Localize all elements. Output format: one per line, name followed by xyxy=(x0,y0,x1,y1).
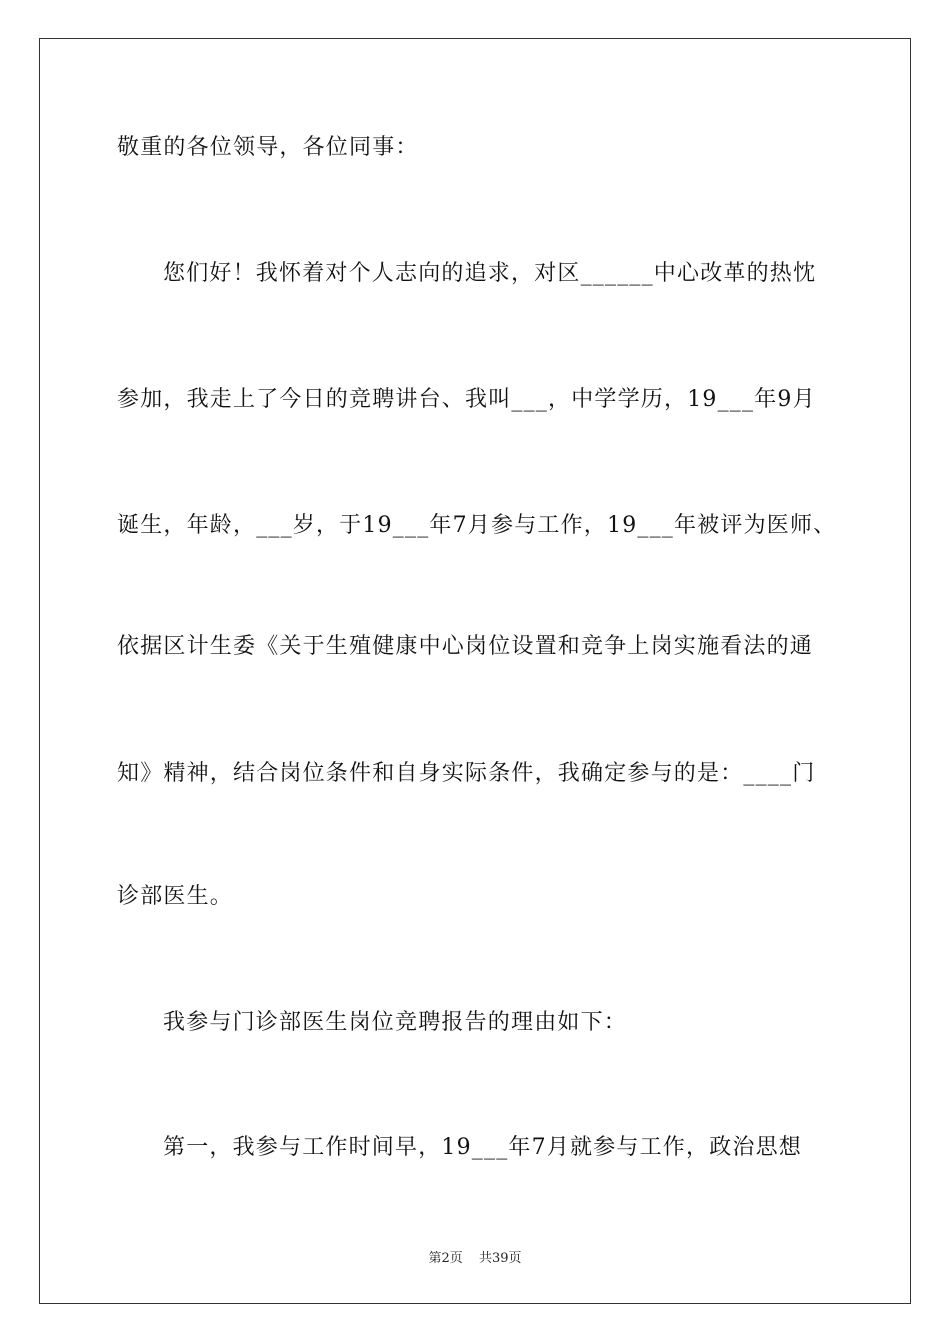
paragraph-line: 依据区计生委《关于生殖健康中心岗位设置和竞争上岗实施看法的通 xyxy=(117,634,814,659)
page-border xyxy=(39,38,911,1304)
paragraph-line: 诊部医生。 xyxy=(117,884,234,909)
paragraph-line: 参加，我走上了今日的竞聘讲台、我叫___，中学学历，19___年9月 xyxy=(117,387,816,412)
paragraph-line: 知》精神，结合岗位条件和自身实际条件，我确定参与的是：____门 xyxy=(117,761,816,786)
page-total: 共39页 xyxy=(478,1251,522,1266)
paragraph-line: 诞生，年龄，___岁，于19___年7月参与工作，19___年被评为医师、 xyxy=(117,513,837,538)
paragraph-line: 第一，我参与工作时间早，19___年7月就参与工作，政治思想 xyxy=(163,1135,802,1160)
paragraph-line: 您们好！我怀着对个人志向的追求，对区______中心改革的热忱 xyxy=(163,261,817,286)
salutation-line: 敬重的各位领导，各位同事： xyxy=(117,135,419,160)
paragraph-line: 我参与门诊部医生岗位竞聘报告的理由如下： xyxy=(163,1010,628,1035)
page-footer xyxy=(0,1247,950,1266)
page-number: 第2页 xyxy=(428,1251,463,1266)
